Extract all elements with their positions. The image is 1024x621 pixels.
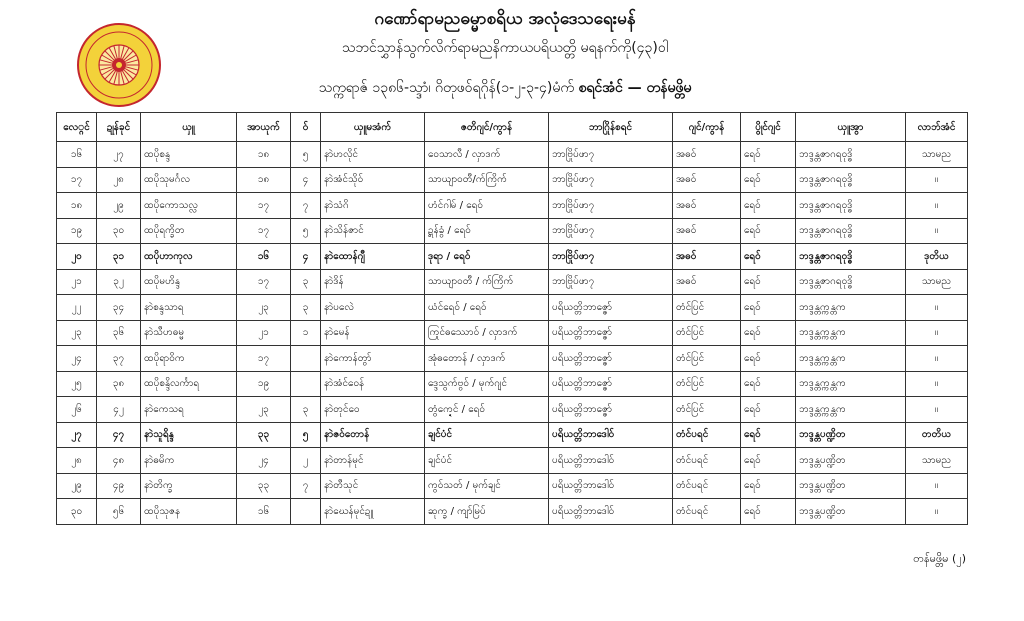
table-cell: ၄၈ xyxy=(97,448,141,474)
table-cell: ထပိုသုမင်္ဂလ xyxy=(141,167,237,193)
table-cell: ၂၉ xyxy=(57,473,97,499)
table-cell: ၃ xyxy=(291,295,321,321)
col-header: ဇတိဂျင်/ကွာန် xyxy=(425,113,549,142)
table-cell: ပရိယတ္တိဘာဒေါဝ် xyxy=(549,448,673,474)
table-cell: ရေဝ် xyxy=(741,371,796,397)
table-cell: ဝေသာလီ / လှာဒက် xyxy=(425,142,549,168)
table-cell: အဓဝ် xyxy=(673,167,741,193)
document-title: ဂဏော်ရာမညဓမ္မာစရိယ အလုံဒေသရေးမန် xyxy=(374,9,636,29)
table-cell: ၃၇ xyxy=(97,346,141,372)
table-cell: ၁၈ xyxy=(237,167,291,193)
table-cell: ၂၃ xyxy=(57,320,97,346)
table-cell: ။ xyxy=(906,218,968,244)
table-cell: နာဲသီဟဓမ္မ xyxy=(141,320,237,346)
table-cell: ဍွန်ခွံ / ရေဝ် xyxy=(425,218,549,244)
table-cell: ၁၆ xyxy=(237,499,291,525)
table-cell: ၂၆ xyxy=(57,397,97,423)
table-cell: ပရိယတ္တိဘာဒေါဝ် xyxy=(549,499,673,525)
table-cell: နာဲဇဝ်တောန် xyxy=(321,422,425,448)
table-cell: ၁၈ xyxy=(57,193,97,219)
table-cell: ဆုက္ခ / ကျာ်မြပ် xyxy=(425,499,549,525)
table-cell: ၂၇ xyxy=(57,422,97,448)
table-cell: ၂၄ xyxy=(57,346,97,372)
table-cell: ၂၄ xyxy=(237,448,291,474)
table-cell: အဓဝ် xyxy=(673,269,741,295)
table-cell: ၃၈ xyxy=(97,371,141,397)
table-cell: သာမည xyxy=(906,269,968,295)
table-cell: ရေဝ် xyxy=(741,244,796,270)
table-cell: ပရိယတ္တိဘာဇ္ဇော် xyxy=(549,371,673,397)
table-cell: အဓဝ် xyxy=(673,142,741,168)
col-header: အာယုက် xyxy=(237,113,291,142)
table-cell: သာမည xyxy=(906,142,968,168)
table-cell: ထပိုရာဝိက xyxy=(141,346,237,372)
table-cell: တံင်ပြင် xyxy=(673,371,741,397)
table-cell: ဒ္ဒေသွက်ဗွဝ် / မုက်ဂျင် xyxy=(425,371,549,397)
table-cell: ၃၀ xyxy=(97,218,141,244)
table-cell: ၃၀ xyxy=(57,499,97,525)
table-cell: နာဲသိန်ဇာင် xyxy=(321,218,425,244)
table-cell: ထပိုကောသလ္လ xyxy=(141,193,237,219)
table-cell: ဘာဗြိုပ်ဖာ၇ xyxy=(549,269,673,295)
table-cell: ပရိယတ္တိဘာဇ္ဇော် xyxy=(549,397,673,423)
table-cell: ရေဝ် xyxy=(741,346,796,372)
document-date-line xyxy=(180,78,830,99)
table-cell: နာဲထောန်ဂျီ xyxy=(321,244,425,270)
table-cell: ။ xyxy=(906,320,968,346)
table-cell: ဘဒ္ဒန္တဇာဂရဝုဒ္ဓိ xyxy=(796,193,906,219)
table-cell: ၂၈ xyxy=(97,167,141,193)
table-cell: ဘာဗြိုပ်ဖာ၇ xyxy=(549,218,673,244)
table-cell: တံင်ပရင် xyxy=(673,499,741,525)
table-cell: ၁၆ xyxy=(57,142,97,168)
association-seal xyxy=(76,22,162,108)
table-cell: ပရိယတ္တိဘာဇ္ဇော် xyxy=(549,295,673,321)
table-cell: ၄၇ xyxy=(97,422,141,448)
col-header: ဍုန်ခုင် xyxy=(97,113,141,142)
table-cell: ထပိုစန္ဒ xyxy=(141,142,237,168)
table-cell: ရေဝ် xyxy=(741,320,796,346)
table-cell: ၃၃ xyxy=(237,422,291,448)
table-cell: ။ xyxy=(906,499,968,525)
table-cell: တံင်ပြင် xyxy=(673,295,741,321)
table-cell: ၇ xyxy=(291,473,321,499)
table-cell: ၄ xyxy=(291,167,321,193)
table-cell: ထပိုမဟိန္ဒ xyxy=(141,269,237,295)
table-cell: ၂၁ xyxy=(57,269,97,295)
table-cell: ပရိယတ္တိဘာဒေါဝ် xyxy=(549,473,673,499)
table-cell: ဘာဗြိုပ်ဖာ၇ xyxy=(549,167,673,193)
table-cell: တံင်ပြင် xyxy=(673,397,741,423)
table-cell: ရေဝ် xyxy=(741,269,796,295)
table-cell: ရေဝ် xyxy=(741,473,796,499)
table-cell: ရေဝ် xyxy=(741,499,796,525)
table-cell: ။ xyxy=(906,193,968,219)
table-row xyxy=(57,346,968,372)
table-cell: ၁၇ xyxy=(237,346,291,372)
date-text: သက္ကရာဇ် ၁၃၈၆-သ္ဒာံ၊ ဂိတုဖဝ်ရဂိုန်(၁-၂-၃-၄)မံက် xyxy=(318,80,575,96)
table-row xyxy=(57,473,968,499)
table-cell: ၃ xyxy=(291,397,321,423)
col-header: လာဘ်အံင် xyxy=(906,113,968,142)
table-row xyxy=(57,244,968,270)
table-cell: နာဲစန္ဒသာရ xyxy=(141,295,237,321)
table-cell: ဘဒ္ဒန္တက္ကန္တက xyxy=(796,397,906,423)
table-cell: ဘဒ္ဒန္တပဏ္ဍိတ xyxy=(796,448,906,474)
table-cell: နာဲတာန်မုင် xyxy=(321,448,425,474)
table-cell: ၁၈ xyxy=(237,142,291,168)
table-cell: ဘဒ္ဒန္တဇာဂရဝုဒ္ဓိ xyxy=(796,142,906,168)
table-cell: ၂၉ xyxy=(97,193,141,219)
table-cell: တံင်ပရင် xyxy=(673,473,741,499)
table-cell: ဘဒ္ဒန္တပဏ္ဍိတ xyxy=(796,499,906,525)
table-cell: ရေဝ် xyxy=(741,142,796,168)
table-cell: ၅၆ xyxy=(97,499,141,525)
table-cell: ၂၁ xyxy=(237,320,291,346)
table-cell: ၁၉ xyxy=(57,218,97,244)
table-cell: နာဲသံဂိ xyxy=(321,193,425,219)
page-number: တန်မဖ္တိမ (၂) xyxy=(913,552,966,565)
col-header: ယှူမအံက် xyxy=(321,113,425,142)
table-cell: ဒုတိယ xyxy=(906,244,968,270)
table-cell: ၂၂ xyxy=(57,295,97,321)
table-cell: ဘဒ္ဒန္တက္ကန္တက xyxy=(796,346,906,372)
col-header: ယှူအွာ xyxy=(796,113,906,142)
table-cell: ၅ xyxy=(291,218,321,244)
table-cell: ချင်ပံင် xyxy=(425,448,549,474)
table-cell: သာမည xyxy=(906,448,968,474)
table-cell: ၂၈ xyxy=(57,448,97,474)
table-cell: ဘာဗြိုပ်ဖာ၇ xyxy=(549,193,673,219)
table-cell: သာယျာဝတီ/က်ကြိက် xyxy=(425,167,549,193)
table-cell: ၂ xyxy=(291,448,321,474)
table-cell: ၁၉ xyxy=(237,371,291,397)
table-cell: တတိယ xyxy=(906,422,968,448)
table-cell: ဘဒ္ဒန္တဇာဂရဝုဒ္ဓိ xyxy=(796,244,906,270)
table-cell: ၃၆ xyxy=(97,320,141,346)
table-cell: ၂၀ xyxy=(57,244,97,270)
table-cell: နာဲဒိန် xyxy=(321,269,425,295)
table-cell: တံင်ပြင် xyxy=(673,320,741,346)
table-row xyxy=(57,448,968,474)
table-row xyxy=(57,422,968,448)
table-row xyxy=(57,397,968,423)
table-cell: ထပိုစန္ဒိလင်္ကာရ xyxy=(141,371,237,397)
table-cell: ဟံင်ဂါမ် / ရေဝ် xyxy=(425,193,549,219)
table-cell: ဘဒ္ဒန္တဇာဂရဝုဒ္ဓိ xyxy=(796,218,906,244)
table-cell: ။ xyxy=(906,167,968,193)
table-cell: ရေဝ် xyxy=(741,422,796,448)
col-header: ဝ် xyxy=(291,113,321,142)
table-cell: အဓဝ် xyxy=(673,244,741,270)
table-cell: ထပိုဟာကုလ xyxy=(141,244,237,270)
table-cell: ဘဒ္ဒန္တက္ကန္တက xyxy=(796,371,906,397)
table-cell: တံင်ပရင် xyxy=(673,422,741,448)
table-cell: နာဲပလေဲ xyxy=(321,295,425,321)
table-cell: အဓဝ် xyxy=(673,193,741,219)
table-cell: ၂၃ xyxy=(237,397,291,423)
section-label: စရင်အံင် — တန်မဖ္တိမ xyxy=(578,80,692,96)
table-cell: အဓဝ် xyxy=(673,218,741,244)
table-cell: ၃၄ xyxy=(97,295,141,321)
table-row xyxy=(57,499,968,525)
table-cell: ရေဝ် xyxy=(741,448,796,474)
table-row xyxy=(57,371,968,397)
table-cell: ၅ xyxy=(291,422,321,448)
table-cell: ၃၂ xyxy=(97,269,141,295)
table-cell: ရေဝ် xyxy=(741,295,796,321)
table-cell: ။ xyxy=(906,295,968,321)
table-cell: ထပိုသုဇန xyxy=(141,499,237,525)
table-cell: ဘဒ္ဒန္တက္ကန္တက xyxy=(796,295,906,321)
table-cell: နာဲကေသရ xyxy=(141,397,237,423)
table-cell: တံင်ပရင် xyxy=(673,448,741,474)
table-cell: နာဲတိက္ခ xyxy=(141,473,237,499)
table-cell: ၄၂ xyxy=(97,397,141,423)
table-cell: ယံင်ရေဝ် / ရေဝ် xyxy=(425,295,549,321)
table-cell: ထပိုရက္ခိတ xyxy=(141,218,237,244)
document-subtitle: သဘင်သွှာန်သွက်လိက်ရာမညနိကာယပရိယတ္တိ မရနက်ကို(၄၃)ဝါ xyxy=(341,40,669,56)
table-cell: ။ xyxy=(906,346,968,372)
table-cell: တွံက္ဍေင် / ရေဝ် xyxy=(425,397,549,423)
table-body xyxy=(57,142,968,525)
table-cell: ကွ၀်သတ် / မုက်ချင် xyxy=(425,473,549,499)
table-cell: ဘဒ္ဒန္တက္ကန္တက xyxy=(796,320,906,346)
table-row xyxy=(57,218,968,244)
table-row xyxy=(57,167,968,193)
table-cell: ။ xyxy=(906,371,968,397)
col-header: ဘာဂြိုန်စရင် xyxy=(549,113,673,142)
table-row xyxy=(57,295,968,321)
table-row xyxy=(57,320,968,346)
table-cell: ၁၇ xyxy=(237,218,291,244)
table-cell: ၂၇ xyxy=(97,142,141,168)
table-cell: ။ xyxy=(906,473,968,499)
table-cell: ၁၇ xyxy=(57,167,97,193)
table-cell: ၃၁ xyxy=(97,244,141,270)
table-cell: ရေဝ် xyxy=(741,397,796,423)
table-cell: ရေဝ် xyxy=(741,193,796,219)
table-cell: ရေဝ် xyxy=(741,167,796,193)
table-cell: ၁၆ xyxy=(237,244,291,270)
table-cell: ၁ xyxy=(291,320,321,346)
table-cell: ၂၃ xyxy=(237,295,291,321)
table-cell: ။ xyxy=(906,397,968,423)
table-cell: နာဲတီသုင် xyxy=(321,473,425,499)
table-cell: ၅ xyxy=(291,142,321,168)
table-cell: နာဲဃေန်မုင်ဍူ xyxy=(321,499,425,525)
table-cell: ချင်ပံင် xyxy=(425,422,549,448)
table-cell: ၃ xyxy=(291,269,321,295)
table-cell: သာယျာဝတီ / က်ကြိက် xyxy=(425,269,549,295)
table-cell: ဘဒ္ဒန္တဇာဂရဝုဒ္ဓိ xyxy=(796,269,906,295)
table-cell: ဘာဗြိုပ်ဖာ၇ xyxy=(549,244,673,270)
table-cell: နာဲကောန်တွာ် xyxy=(321,346,425,372)
col-header: ဂျင်/ကွာန် xyxy=(673,113,741,142)
table-row xyxy=(57,142,968,168)
table-cell: ဘဒ္ဒန္တပဏ္ဍိတ xyxy=(796,473,906,499)
table-cell: နာဲအံင်ဝေန် xyxy=(321,371,425,397)
table-cell: ကြုင်ဓဿောဝ် / လှာဒက် xyxy=(425,320,549,346)
table-cell: ပရိယတ္တိဘာဇ္ဇော် xyxy=(549,320,673,346)
table-cell xyxy=(291,499,321,525)
table-cell: နာဲအံင်သိုဝ် xyxy=(321,167,425,193)
col-header: လေ္ဂင် xyxy=(57,113,97,142)
seal-emblem-icon xyxy=(76,22,162,108)
table-cell: အုံဓတောန် / လှာဒက် xyxy=(425,346,549,372)
table-cell: ၂၅ xyxy=(57,371,97,397)
table-cell: ၄ xyxy=(291,244,321,270)
table-header-row xyxy=(57,113,968,142)
table-cell: နာဲမေန် xyxy=(321,320,425,346)
table-row xyxy=(57,193,968,219)
table-cell: ဘဒ္ဒန္တဇာဂရဝုဒ္ဓိ xyxy=(796,167,906,193)
table-cell: ၇ xyxy=(291,193,321,219)
table-cell: နာဲတုင်ဝေ xyxy=(321,397,425,423)
table-cell: နာဲသူရိန္ဒ xyxy=(141,422,237,448)
table-row xyxy=(57,269,968,295)
table-cell xyxy=(291,346,321,372)
col-header: ပွိုင်ဂျင် xyxy=(741,113,796,142)
results-table xyxy=(56,112,968,525)
table-cell: ရေဝ် xyxy=(741,218,796,244)
table-cell: ပရိယတ္တိဘာဒေါဝ် xyxy=(549,422,673,448)
table-cell: တံင်ပြင် xyxy=(673,346,741,372)
table-cell: ဘဒ္ဒန္တပဏ္ဍိတ xyxy=(796,422,906,448)
table-cell: ၄၉ xyxy=(97,473,141,499)
table-cell: ဘာဗြိုပ်ဖာ၇ xyxy=(549,142,673,168)
table-cell: ပရိယတ္တိဘာဇ္ဇော် xyxy=(549,346,673,372)
table-cell: ၁၇ xyxy=(237,269,291,295)
col-header: ယှူ xyxy=(141,113,237,142)
table-cell: ၃၃ xyxy=(237,473,291,499)
table-cell: နာဲဓမိက xyxy=(141,448,237,474)
table-cell: ၁၇ xyxy=(237,193,291,219)
table-cell: နာဲဟလိုင် xyxy=(321,142,425,168)
table-cell: ဒုရာ / ရေဝ် xyxy=(425,244,549,270)
table-cell xyxy=(291,371,321,397)
